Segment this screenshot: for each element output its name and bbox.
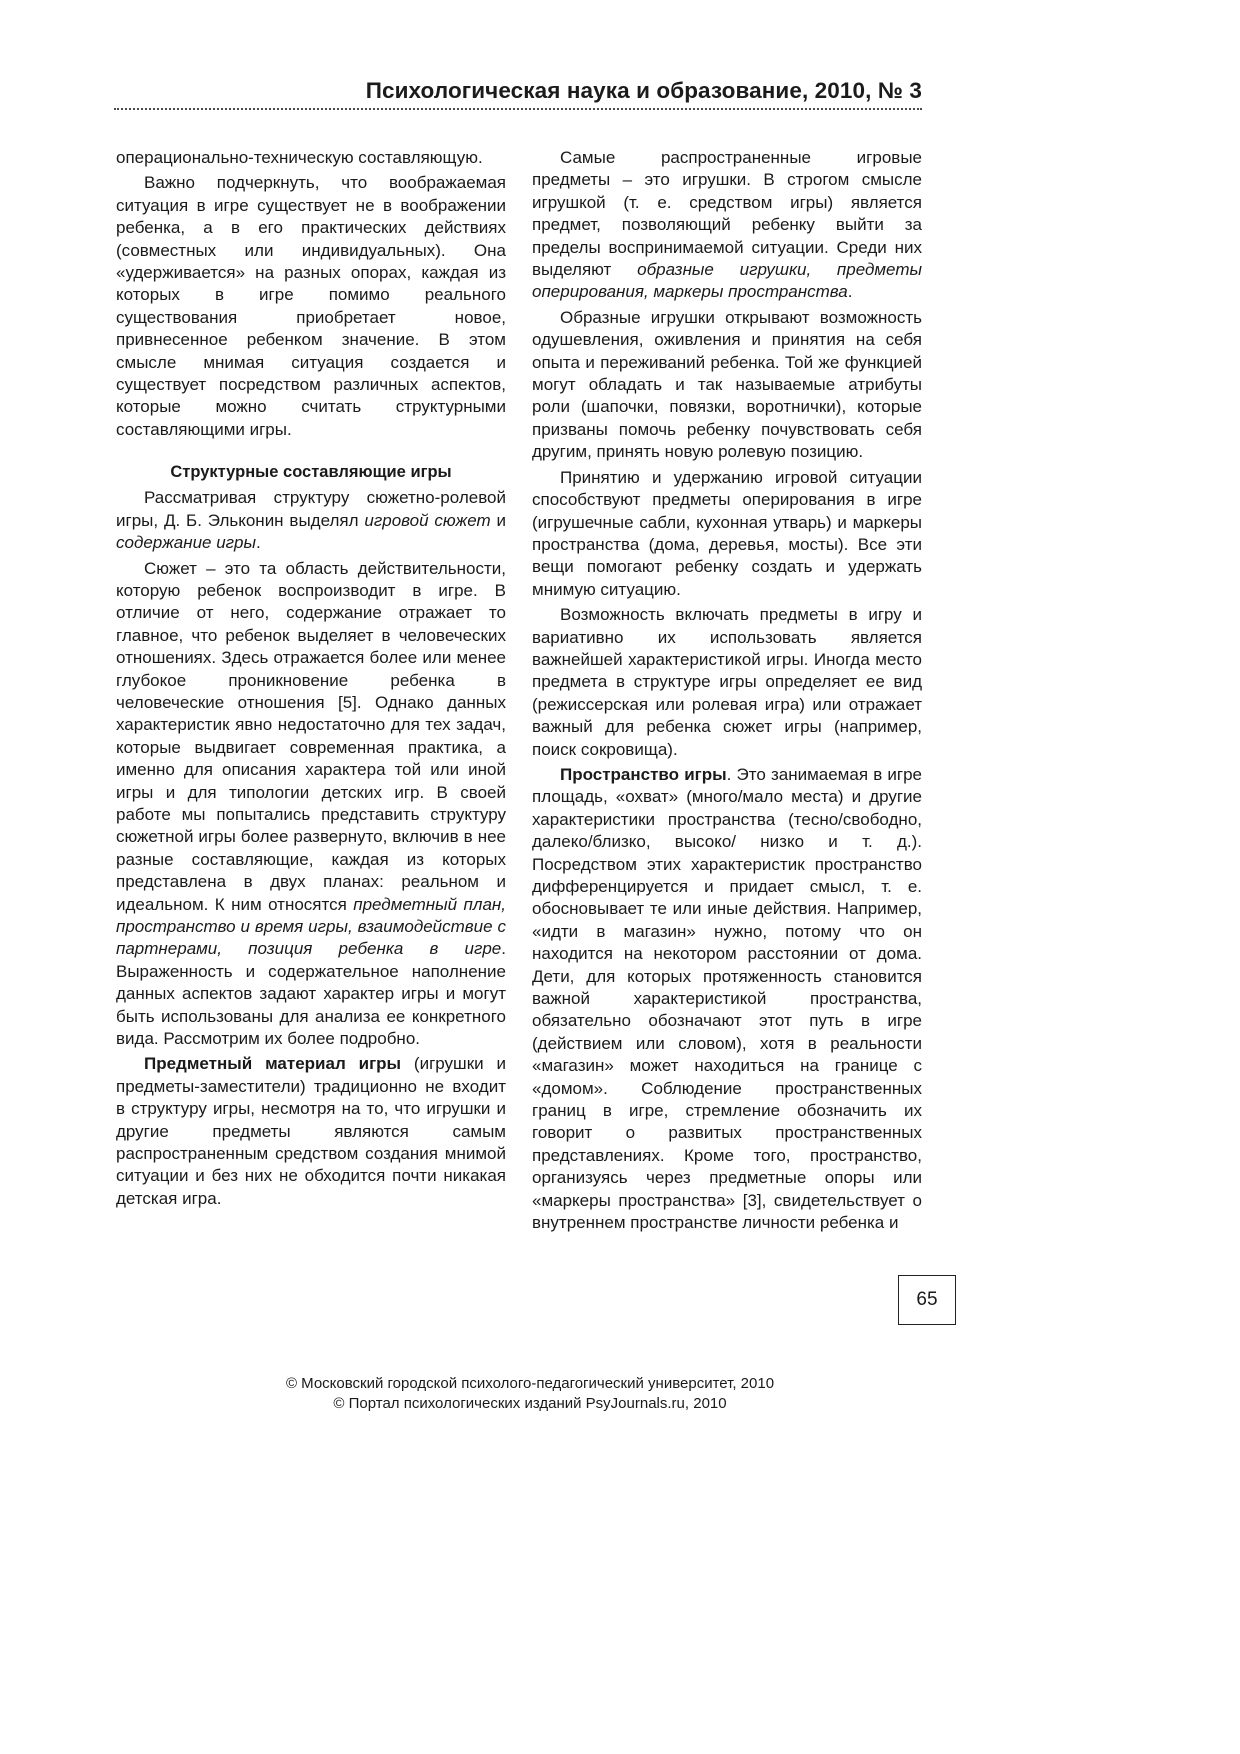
text-run: (игрушки и предметы-заместители) традиционно не входит в структуру игры, несмотря на то, что игрушки и другие предметы являются самым распространенным средством создания мнимой ситуации и без них не обходится почти никакая детская игра. [116, 1054, 506, 1208]
page-number-box [898, 1275, 956, 1325]
paragraph: операционально-техническую составляющую. [116, 148, 483, 167]
italic-term: предметный план, пространство и время игры, взаимодействие с партнерами, позиция ребенка в игре [116, 894, 506, 959]
paragraph: Возможность включать предметы в игру и вариативно их использовать является важнейшей характеристикой игры. Иногда место предмета в структуре игры определяет ее вид (режиссерская или ролевая игра) или отражает важный для ребенка сюжет игры (например, поиск сокровища). [532, 605, 922, 759]
paragraph [116, 558, 506, 1051]
bold-term: Предметный материал игры [144, 1054, 402, 1074]
paragraph [532, 147, 922, 304]
text-run: Рассматривая структуру сюжетно-ролевой игры, Д. Б. Эльконин выделял [116, 488, 506, 530]
text-run: . Это занимаемая в игре площадь, «охват» (много/мало места) и другие характеристики пространства (тесно/свободно, далеко/близко, высоко/ низко и т. д.). Посредством этих характеристик пространство дифференцируется и придает смысл, т. е. обосновывает те или иные действия. Например, «идти в магазин» нужно, потому что он находится на некотором расстоянии от дома. Дети, для которых протяженность становится важной характеристикой пространства, обязательно обозначают этот путь в игре (действием или словом), хотя в реальности «магазин» может находиться на границе с «домом». Соблюдение пространственных границ в игре, стремление обозначить их говорит о развитых пространственных представлениях. Кроме того, пространство, организуясь через предметные опоры или «маркеры пространства» [3], свидетельствует о внутреннем пространстве личности ребенка и [532, 764, 922, 1233]
paragraph [532, 764, 922, 1235]
text-run: и [490, 510, 506, 530]
copyright-line: © Московский городской психолого-педагогический университет, 2010 [285, 1375, 775, 1392]
copyright-line: © Портал психологических изданий PsyJournals.ru, 2010 [333, 1395, 727, 1412]
italic-term: образные игрушки, предметы оперирования, маркеры пространства [532, 260, 922, 302]
header-dotted-divider [114, 108, 922, 110]
copyright-footer [200, 1374, 860, 1414]
italic-term: содержание игры [116, 533, 257, 553]
paragraph: Принятию и удержанию игровой ситуации способствуют предметы оперирования в игре (игрушечные сабли, кухонная утварь) и маркеры пространства (дома, деревья, мосты). Все эти вещи помогают ребенку создать и удержать мнимую ситуацию. [532, 467, 922, 599]
journal-header-title: Психологическая наука и образование, 2010, № 3 [365, 78, 922, 103]
paragraph [116, 487, 506, 554]
paragraph [116, 1053, 506, 1210]
text-run: . [256, 533, 261, 553]
right-text-column [532, 147, 922, 1235]
bold-term: Пространство игры [560, 764, 727, 784]
italic-term: игровой сюжет [364, 510, 491, 530]
text-run: . Выраженность и содержательное наполнение данных аспектов задают характер игры и могут быть использованы для анализа ее конкретного вида. Рассмотрим их более подробно. [116, 939, 506, 1049]
text-run: Сюжет – это та область действительности, которую ребенок воспроизводит в игре. В отличие от него, содержание отражает то главное, что ребенок выделяет в человеческих отношениях. Здесь отражается более или менее глубокое проникновение ребенка в человеческие отношения [5]. Однако данных характеристик явно недостаточно для тех задач, которые выдвигает современная практика, а именно для описания характера той или иной игры и для типологии детских игр. В своей работе мы попытались представить структуру сюжетной игры более развернуто, включив в нее разные составляющие, каждая из которых представлена в двух планах: реальном и идеальном. К ним относятся [116, 558, 506, 914]
paragraph: Важно подчеркнуть, что воображаемая ситуация в игре существует не в воображении ребенка, а в его практических действиях (совместных или индивидуальных). Она «удерживается» на разных опорах, каждая из которых в игре помимо реального существования приобретает новое, привнесенное ребенком значение. В этом смысле мнимая ситуация создается и существует посредством различных аспектов, которые можно считать структурными составляющими игры. [116, 173, 506, 439]
left-text-column [116, 147, 506, 1210]
section-heading: Структурные составляющие игры [170, 463, 452, 482]
paragraph: Образные игрушки открывают возможность одушевления, оживления и принятия на себя опыта и переживаний ребенка. Той же функцией могут обладать и так называемые атрибуты роли (шапочки, повязки, воротнички), которые призваны помочь ребенку почувствовать себя другим, принять новую ролевую позицию. [532, 307, 922, 462]
text-run: . [847, 282, 853, 302]
text-run: Самые распространенные игровые предметы – это игрушки. В строгом смысле игрушкой (т. е. средством игры) является предмет, позволяющий ребенку выйти за пределы воспринимаемой ситуации. Среди них выделяют [532, 148, 922, 280]
page-number: 65 [916, 1289, 938, 1310]
